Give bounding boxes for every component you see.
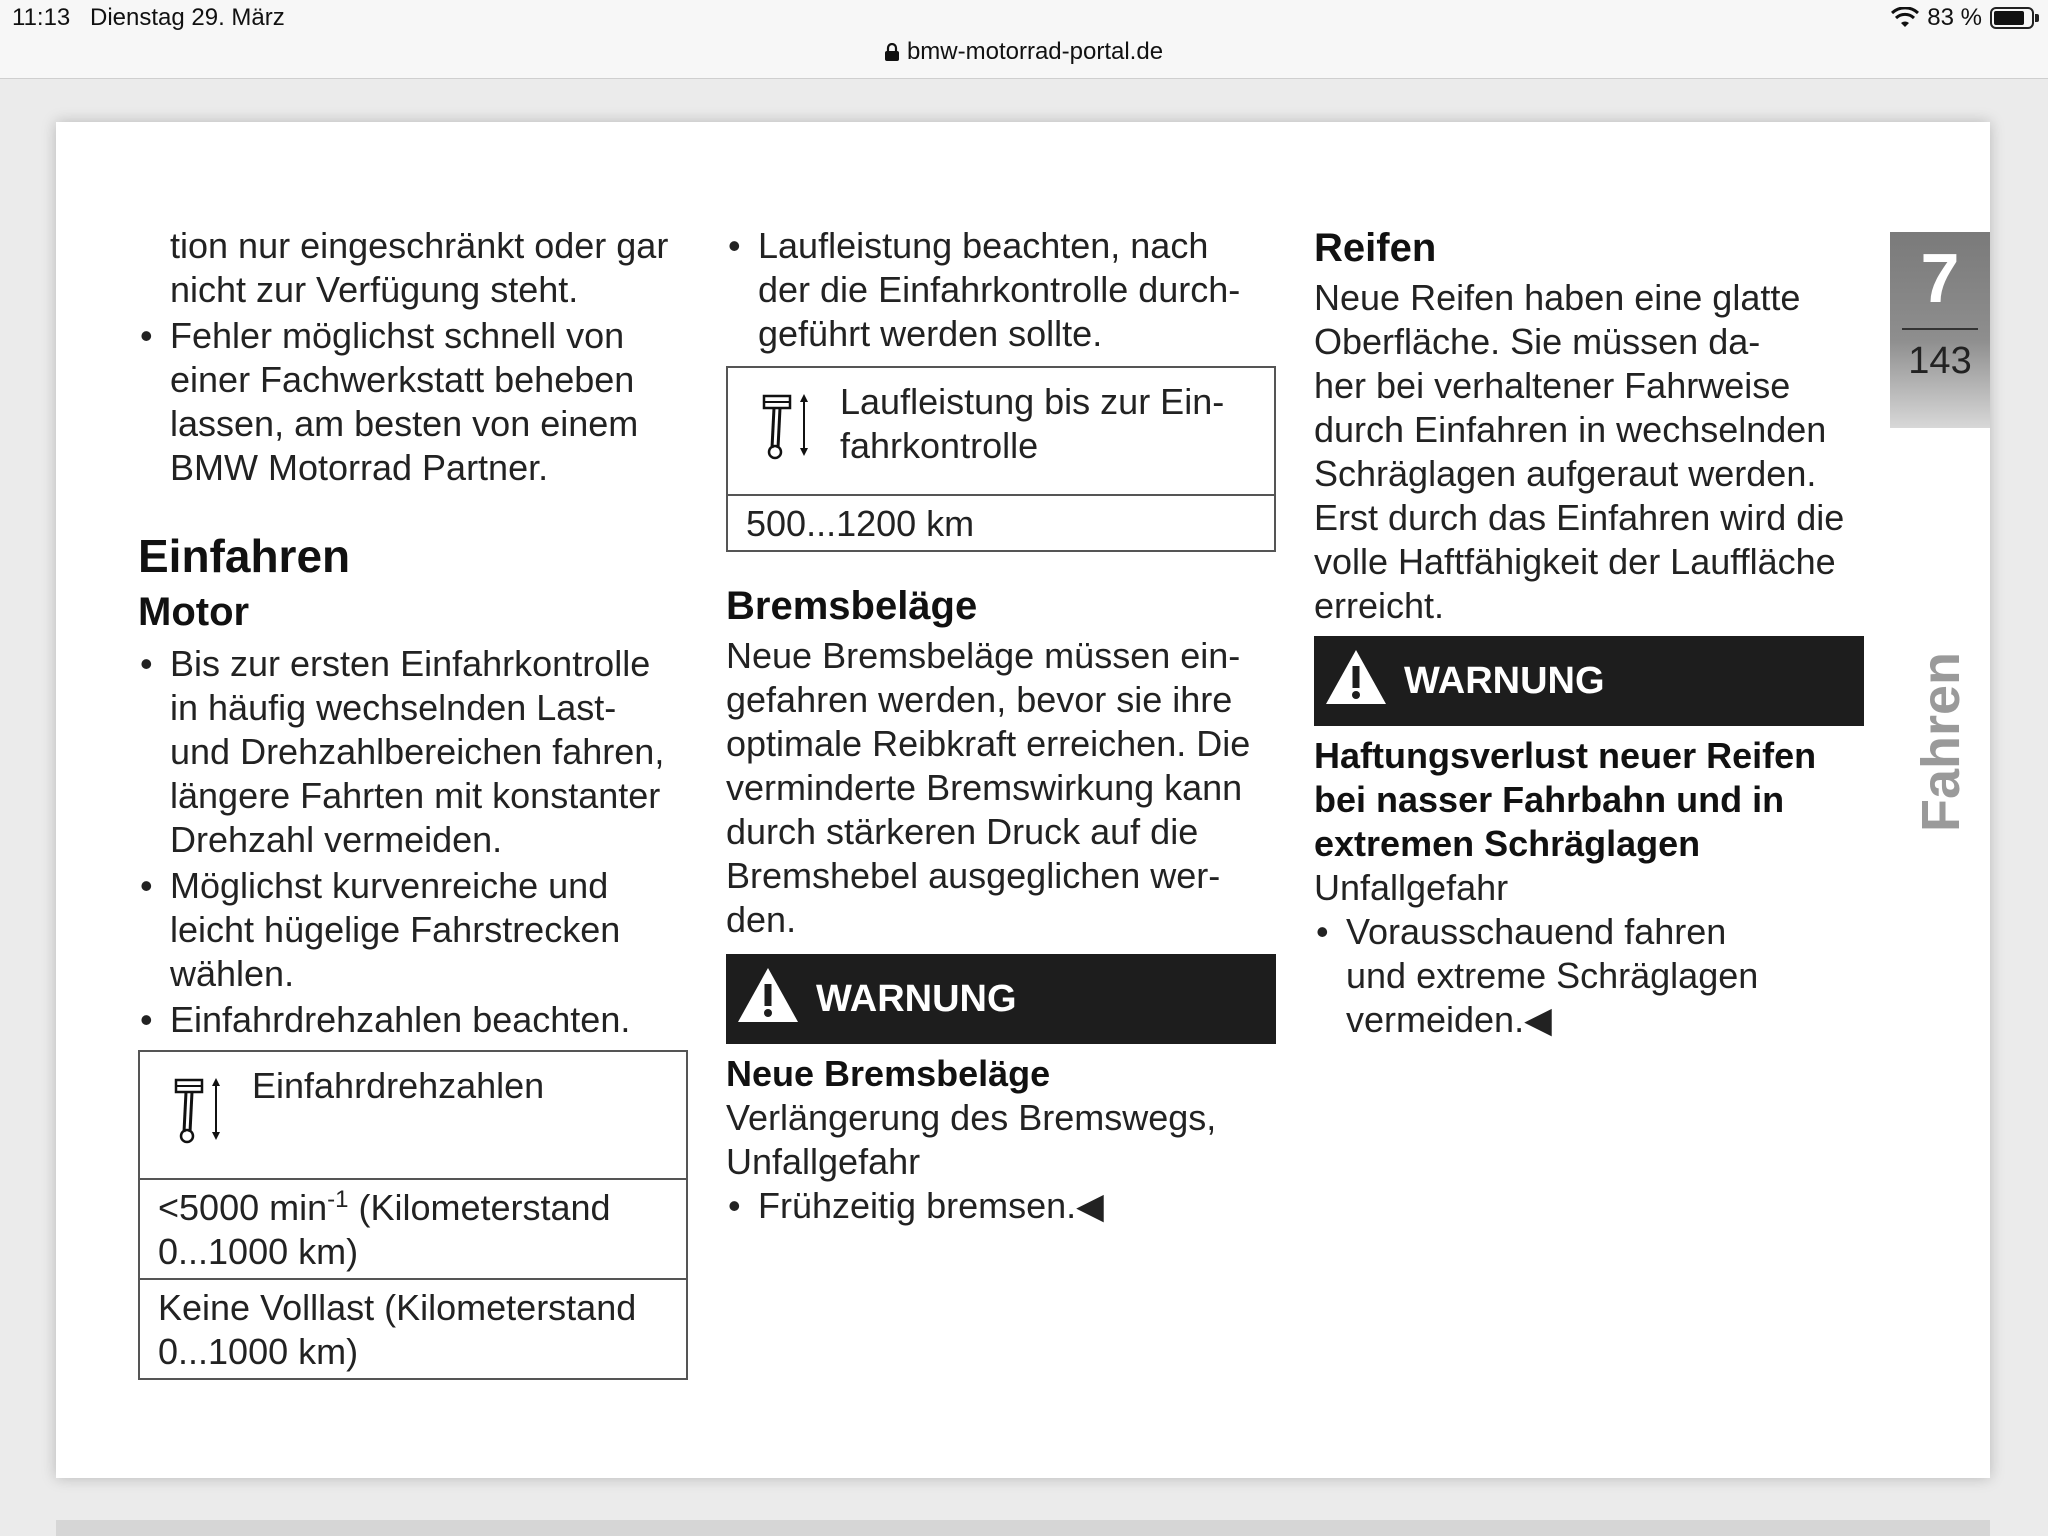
battery-fill (1994, 11, 2024, 25)
table-einfahrdrehzahlen (138, 1050, 688, 1380)
warning-title: Haftungsverlust neuer Reifen bei nasser Fahrbahn und in extremen Schräglagen (1314, 735, 1817, 864)
lock-icon (885, 43, 899, 61)
paragraph: Neue Bremsbeläge müssen ein- gefahren werden, bevor sie ihre optimale Reibkraft erreichen. Die verminderte Bremswirkung kann durch stärkeren Druck auf die Bremshebel ausgeglichen wer- den. (726, 635, 1251, 940)
warning-description: Verlängerung des Bremswegs, Unfallgefahr (726, 1097, 1217, 1182)
table-row: Keine Volllast (Kilometerstand 0...1000 km) (158, 1287, 637, 1372)
list-item: • Frühzeitig bremsen.◀ (726, 1184, 1276, 1228)
warning-banner: WARNUNG (726, 954, 1276, 1044)
heading-motor: Motor (138, 590, 250, 634)
heading-reifen: Reifen (1314, 226, 1437, 270)
column-left (138, 224, 688, 1380)
engine-piston-icon (762, 392, 812, 462)
status-time: 11:13 (12, 4, 71, 31)
warning-banner: WARNUNG (1314, 636, 1864, 726)
warning-title: Neue Bremsbeläge (726, 1053, 1051, 1094)
wifi-icon (1891, 7, 1919, 29)
status-date: Dienstag 29. März (90, 4, 285, 31)
chapter-number: 7 (1920, 239, 1960, 317)
paragraph: Neue Reifen haben eine glatte Oberfläche. Sie müssen da- her bei verhaltener Fahrweise durch Einfahren in wechselnden Schräglagen aufgeraut werden. Erst durch das Einfahren wird die volle Haftfähigkeit der Lauffläche erreicht. (1314, 277, 1845, 626)
list-item: • Vorausschauend fahren und extreme Schräglagen vermeiden.◀ (1314, 910, 1864, 1042)
next-page-edge (56, 1520, 1990, 1536)
page-number: 143 (1908, 340, 1972, 382)
list-item: • Bis zur ersten Einfahrkontrolle in häufig wechselnden Last- und Drehzahlbereichen fahren, längere Fahrten mit konstanter Drehzahl vermeiden. (138, 642, 688, 862)
table-title: Laufleistung bis zur Ein- fahrkontrolle (840, 381, 1225, 466)
manual-page (56, 122, 1990, 1478)
table-header (728, 368, 1274, 496)
battery-icon (1990, 7, 2034, 29)
warning-description: Unfallgefahr (1314, 867, 1509, 908)
column-middle (726, 224, 1276, 1228)
warning-triangle-icon (736, 966, 800, 1024)
engine-piston-icon (174, 1076, 224, 1146)
table-header (140, 1052, 686, 1180)
url-text: bmw-motorrad-portal.de (906, 38, 1164, 65)
chapter-tab (1890, 232, 1990, 428)
url-bar[interactable] (0, 38, 2048, 66)
continued-text: tion nur eingeschränkt oder gar nicht zur Verfügung steht. (170, 225, 669, 310)
heading-bremsbelaege: Bremsbeläge (726, 584, 978, 628)
column-right (1314, 224, 1864, 1042)
table-row: <5000 $\min^{-1}$ (Kilometerstand 0...1000 km) (140, 1180, 686, 1280)
chapter-title: Fahren (1911, 651, 1971, 832)
list-item: • Möglichst kurvenreiche und leicht hügelige Fahrstrecken wählen. (138, 864, 688, 996)
table-row: 500...1200 km (746, 503, 975, 544)
list-item: • Einfahrdrehzahlen beachten. (138, 998, 688, 1042)
table-laufleistung (726, 366, 1276, 552)
list-item: • Laufleistung beachten, nach der die Einfahrkontrolle durch- geführt werden sollte. (726, 224, 1276, 356)
table-title: Einfahrdrehzahlen (252, 1065, 545, 1106)
status-indicators (1891, 4, 2034, 32)
heading-einfahren: Einfahren (138, 530, 351, 582)
battery-percentage: 83 % (1927, 4, 1982, 31)
list-item: • Fehler möglichst schnell von einer Fachwerkstatt beheben lassen, am besten von einem BMW Motorrad Partner. (138, 314, 688, 490)
browser-top-bar (0, 0, 2048, 79)
warning-triangle-icon (1324, 648, 1388, 706)
